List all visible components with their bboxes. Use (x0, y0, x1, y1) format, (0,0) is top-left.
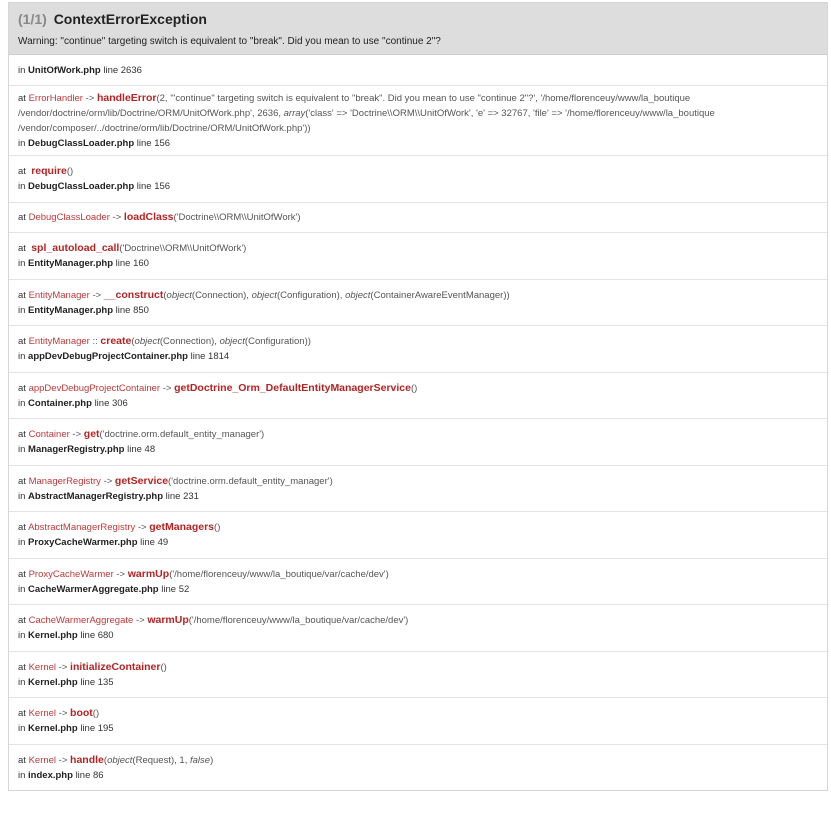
trace-class: EntityManager (28, 289, 90, 301)
trace-item (9, 372, 827, 418)
trace-file: UnitOfWork.php (28, 64, 101, 76)
trace-location: in AbstractManagerRegistry.php line 231 (18, 490, 199, 502)
trace-call: at Container -> get('doctrine.orm.default_entity_manager') (18, 428, 265, 440)
trace-class: Container (28, 429, 70, 440)
trace-function: __construct (103, 288, 164, 301)
trace-file: Kernel.php (28, 630, 78, 641)
trace-location: in Container.php line 306 (18, 397, 128, 409)
trace-function: handleError (96, 91, 157, 104)
trace-item (9, 418, 827, 465)
trace-location: in index.php line 86 (18, 769, 104, 781)
trace-item (9, 651, 827, 697)
trace-function: getService (114, 474, 169, 487)
trace-item (9, 155, 827, 202)
trace-args: /vendor/composer/../doctrine/orm/lib/Doctrine/ORM/UnitOfWork.php')) (18, 122, 311, 134)
trace-location: in DebugClassLoader.php line 156 (18, 137, 171, 149)
trace-class: Kernel (28, 754, 57, 766)
trace-file: CacheWarmerAggregate.php (28, 583, 159, 595)
trace-call: at ErrorHandler -> handleError(2, '"continue" targeting switch is equivalent to "break". Did you mean to use "continue 2"?', '/home/florenceuy/www/la_boutique (18, 91, 691, 104)
trace-item (9, 202, 827, 232)
trace-line: line 306 (94, 397, 128, 409)
trace-call: at spl_autoload_call('Doctrine\\ORM\\UnitOfWork') (18, 242, 247, 254)
trace-item (9, 604, 827, 651)
trace-line: line 48 (127, 444, 156, 455)
trace-line: line 680 (80, 630, 114, 641)
trace-call: at EntityManager -> __construct(object(Connection), object(Configuration), object(ContainerAwareEventManager)) (18, 288, 510, 301)
trace-function: create (100, 335, 132, 347)
trace-item (9, 232, 827, 279)
trace-class: ManagerRegistry (28, 475, 101, 487)
trace-file: appDevDebugProjectContainer.php (28, 351, 188, 362)
trace-call: at Kernel -> initializeContainer() (18, 660, 167, 673)
trace-line: line 231 (165, 490, 199, 502)
trace-location: in EntityManager.php line 850 (18, 304, 149, 316)
trace-file: Kernel.php (28, 723, 78, 734)
trace-item (9, 55, 827, 85)
trace-function: boot (70, 707, 93, 719)
trace-function: getDoctrine_Orm_DefaultEntityManagerService (174, 381, 411, 394)
trace-function: handle (70, 753, 104, 766)
trace-line: line 195 (80, 723, 114, 734)
trace-call: at CacheWarmerAggregate -> warmUp('/home/florenceuy/www/la_boutique/var/cache/dev') (18, 614, 409, 626)
trace-function: warmUp (147, 614, 189, 626)
exception-panel (8, 2, 828, 791)
trace-location: in ManagerRegistry.php line 48 (18, 444, 156, 455)
trace-location: in ProxyCacheWarmer.php line 49 (18, 537, 169, 548)
trace-call: at Kernel -> boot() (18, 707, 100, 719)
exception-count: (1/1) (18, 11, 47, 27)
trace-item (9, 511, 827, 558)
trace-file: ManagerRegistry.php (28, 444, 125, 455)
trace-file: EntityManager.php (28, 258, 114, 269)
trace-file: DebugClassLoader.php (28, 137, 135, 149)
trace-location: in UnitOfWork.php line 2636 (18, 64, 142, 76)
trace-location: in appDevDebugProjectContainer.php line 1814 (18, 351, 230, 362)
trace-line: line 156 (136, 137, 171, 149)
trace-line: line 49 (140, 537, 169, 548)
trace-class: AbstractManagerRegistry (28, 522, 136, 533)
trace-class: appDevDebugProjectContainer (28, 382, 161, 394)
trace-function: require (31, 165, 67, 177)
trace-args: /vendor/doctrine/orm/lib/Doctrine/ORM/UnitOfWork.php', 2636, array('class' => 'Doctrine\\ORM\\UnitOfWork', 'e' => 32767, 'file' => '/home/florenceuy/www/la_boutique (18, 107, 715, 119)
trace-class: ProxyCacheWarmer (28, 568, 114, 580)
trace-call: at ProxyCacheWarmer -> warmUp('/home/florenceuy/www/la_boutique/var/cache/dev') (18, 567, 389, 580)
stack-trace (9, 55, 827, 790)
trace-class: ErrorHandler (28, 92, 83, 104)
trace-call: at Kernel -> handle(object(Request), 1, false) (18, 753, 214, 766)
trace-location: in Kernel.php line 195 (18, 723, 114, 734)
trace-item (9, 85, 827, 155)
trace-class: DebugClassLoader (28, 212, 110, 223)
trace-function: spl_autoload_call (31, 242, 120, 254)
trace-class: Kernel (28, 708, 57, 719)
trace-line: line 52 (161, 583, 190, 595)
trace-file: DebugClassLoader.php (28, 181, 135, 192)
trace-file: index.php (28, 769, 73, 781)
trace-line: line 2636 (103, 64, 142, 76)
trace-location: in DebugClassLoader.php line 156 (18, 181, 171, 192)
trace-item (9, 325, 827, 372)
trace-call: at ManagerRegistry -> getService('doctrine.orm.default_entity_manager') (18, 474, 333, 487)
exception-class: ContextErrorException (53, 11, 207, 27)
trace-file: ProxyCacheWarmer.php (28, 537, 138, 548)
trace-location: in CacheWarmerAggregate.php line 52 (18, 583, 190, 595)
exception-header (9, 3, 827, 55)
trace-line: line 135 (80, 676, 114, 688)
trace-item (9, 744, 827, 790)
trace-call: at DebugClassLoader -> loadClass('Doctrine\\ORM\\UnitOfWork') (18, 211, 301, 223)
trace-call: at AbstractManagerRegistry -> getManagers() (18, 521, 221, 533)
trace-function: get (83, 428, 100, 440)
trace-line: line 156 (136, 181, 171, 192)
trace-line: line 1814 (190, 351, 230, 362)
trace-call: at require() (18, 165, 74, 177)
trace-file: AbstractManagerRegistry.php (28, 490, 164, 502)
trace-location: in EntityManager.php line 160 (18, 258, 149, 269)
trace-location: in Kernel.php line 680 (18, 630, 114, 641)
trace-item (9, 279, 827, 325)
trace-file: EntityManager.php (28, 304, 114, 316)
trace-function: loadClass (123, 211, 174, 223)
trace-item (9, 558, 827, 604)
trace-line: line 160 (115, 258, 149, 269)
trace-line: line 850 (115, 304, 149, 316)
trace-call: at appDevDebugProjectContainer -> getDoctrine_Orm_DefaultEntityManagerService() (18, 381, 418, 394)
trace-class: CacheWarmerAggregate (28, 615, 134, 626)
trace-file: Kernel.php (28, 676, 78, 688)
exception-title (18, 9, 818, 29)
trace-file: Container.php (28, 397, 92, 409)
trace-item (9, 465, 827, 511)
trace-function: initializeContainer (70, 660, 161, 673)
trace-location: in Kernel.php line 135 (18, 676, 114, 688)
trace-line: line 86 (75, 769, 104, 781)
trace-class: EntityManager (28, 336, 90, 347)
trace-function: getManagers (149, 521, 215, 533)
trace-call: at EntityManager :: create(object(Connection), object(Configuration)) (18, 335, 311, 347)
trace-class: Kernel (28, 661, 57, 673)
exception-message: Warning: "continue" targeting switch is equivalent to "break". Did you mean to use "continue 2"? (18, 36, 441, 47)
trace-item (9, 697, 827, 744)
trace-function: warmUp (127, 567, 170, 580)
